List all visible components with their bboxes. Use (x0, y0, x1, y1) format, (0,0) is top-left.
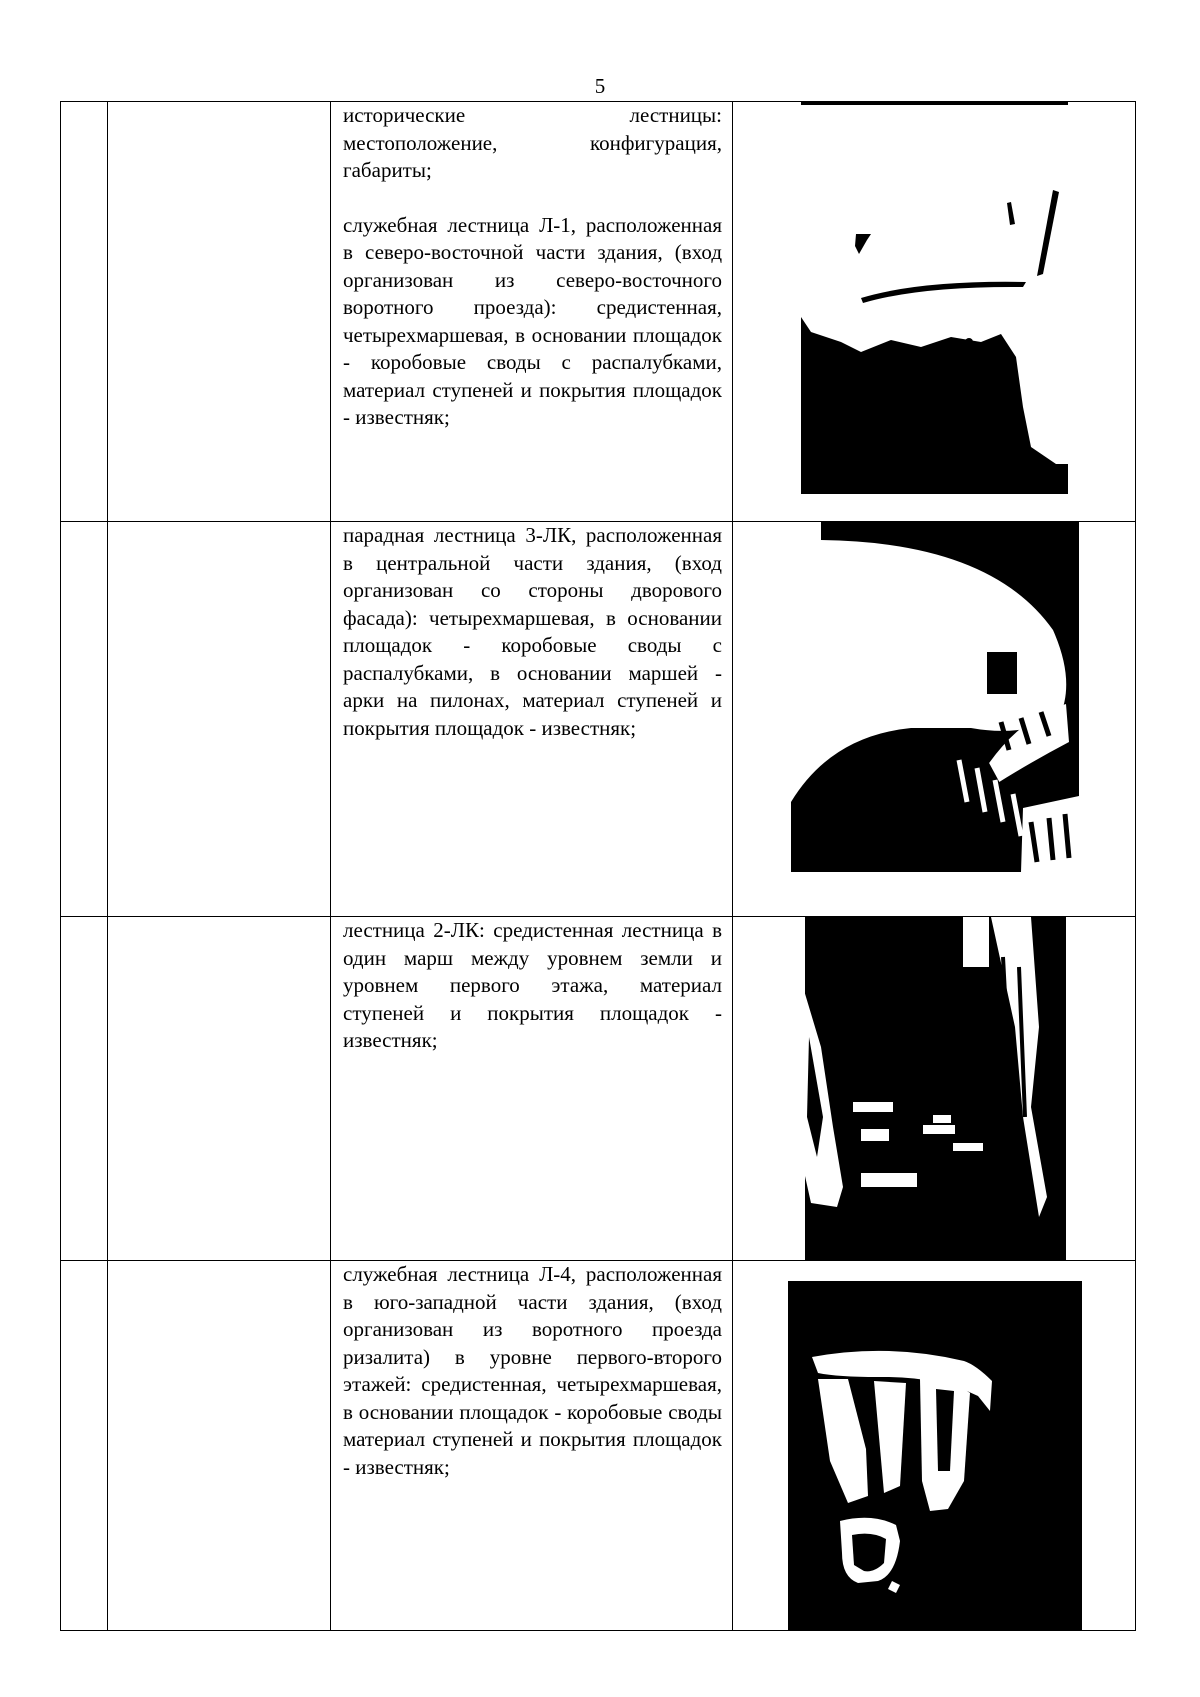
photo-cell (733, 522, 1136, 917)
staircases-table (60, 101, 1136, 1631)
number-cell (61, 917, 108, 1261)
description-cell (331, 522, 733, 917)
number-cell (61, 1261, 108, 1631)
photo-cell (733, 917, 1136, 1261)
number-cell (61, 522, 108, 917)
photo-cell (733, 102, 1136, 522)
photo-cell (733, 1261, 1136, 1631)
description-cell (331, 917, 733, 1261)
description-paragraph: исторические лестницы: местоположение, конфигурация, габариты; (343, 103, 722, 182)
description-paragraph: парадная лестница 3-ЛК, расположенная в центральной части здания, (вход организован со стороны дворового фасада): четырехмаршевая, в основании площадок - коробовые своды с распалубками, в основании маршей - арки на пилонах, материал ступеней и покрытия площадок - известняк; (343, 523, 722, 740)
description-paragraph: лестница 2-ЛК: средистенная лестница в один марш между уровнем земли и уровнем первого этажа, материал ступеней и покрытия площадок - известняк; (343, 918, 722, 1052)
description-cell (331, 1261, 733, 1631)
description-paragraph: служебная лестница Л-1, расположенная в северо-восточной части здания, (вход организован из северо-восточного воротного проезда): средистенная, четырехмаршевая, в основании площадок - коробовые своды с распалубками, материал ступеней и покрытия площадок - известняк; (343, 212, 722, 429)
staircase-photo-3lk (791, 522, 1079, 872)
object-cell (108, 917, 331, 1261)
description-paragraph: служебная лестница Л-4, расположенная в юго-западной части здания, (вход организован из воротного проезда ризалита) в уровне первого-второго этажей: средистенная, четырехмаршевая, в основании площадок - коробовые своды материал ступеней и покрытия площадок - известняк; (343, 1262, 722, 1479)
object-cell (108, 522, 331, 917)
number-cell (61, 102, 108, 522)
table-row (61, 917, 1136, 1261)
staircase-photo-l1 (801, 102, 1068, 494)
staircase-photo-l4 (788, 1281, 1082, 1631)
description-cell (331, 102, 733, 522)
object-cell (108, 102, 331, 522)
table-row (61, 102, 1136, 522)
staircase-photo-2lk (803, 917, 1066, 1260)
page-number: 5 (594, 74, 606, 98)
table-row (61, 522, 1136, 917)
table-row (61, 1261, 1136, 1631)
object-cell (108, 1261, 331, 1631)
